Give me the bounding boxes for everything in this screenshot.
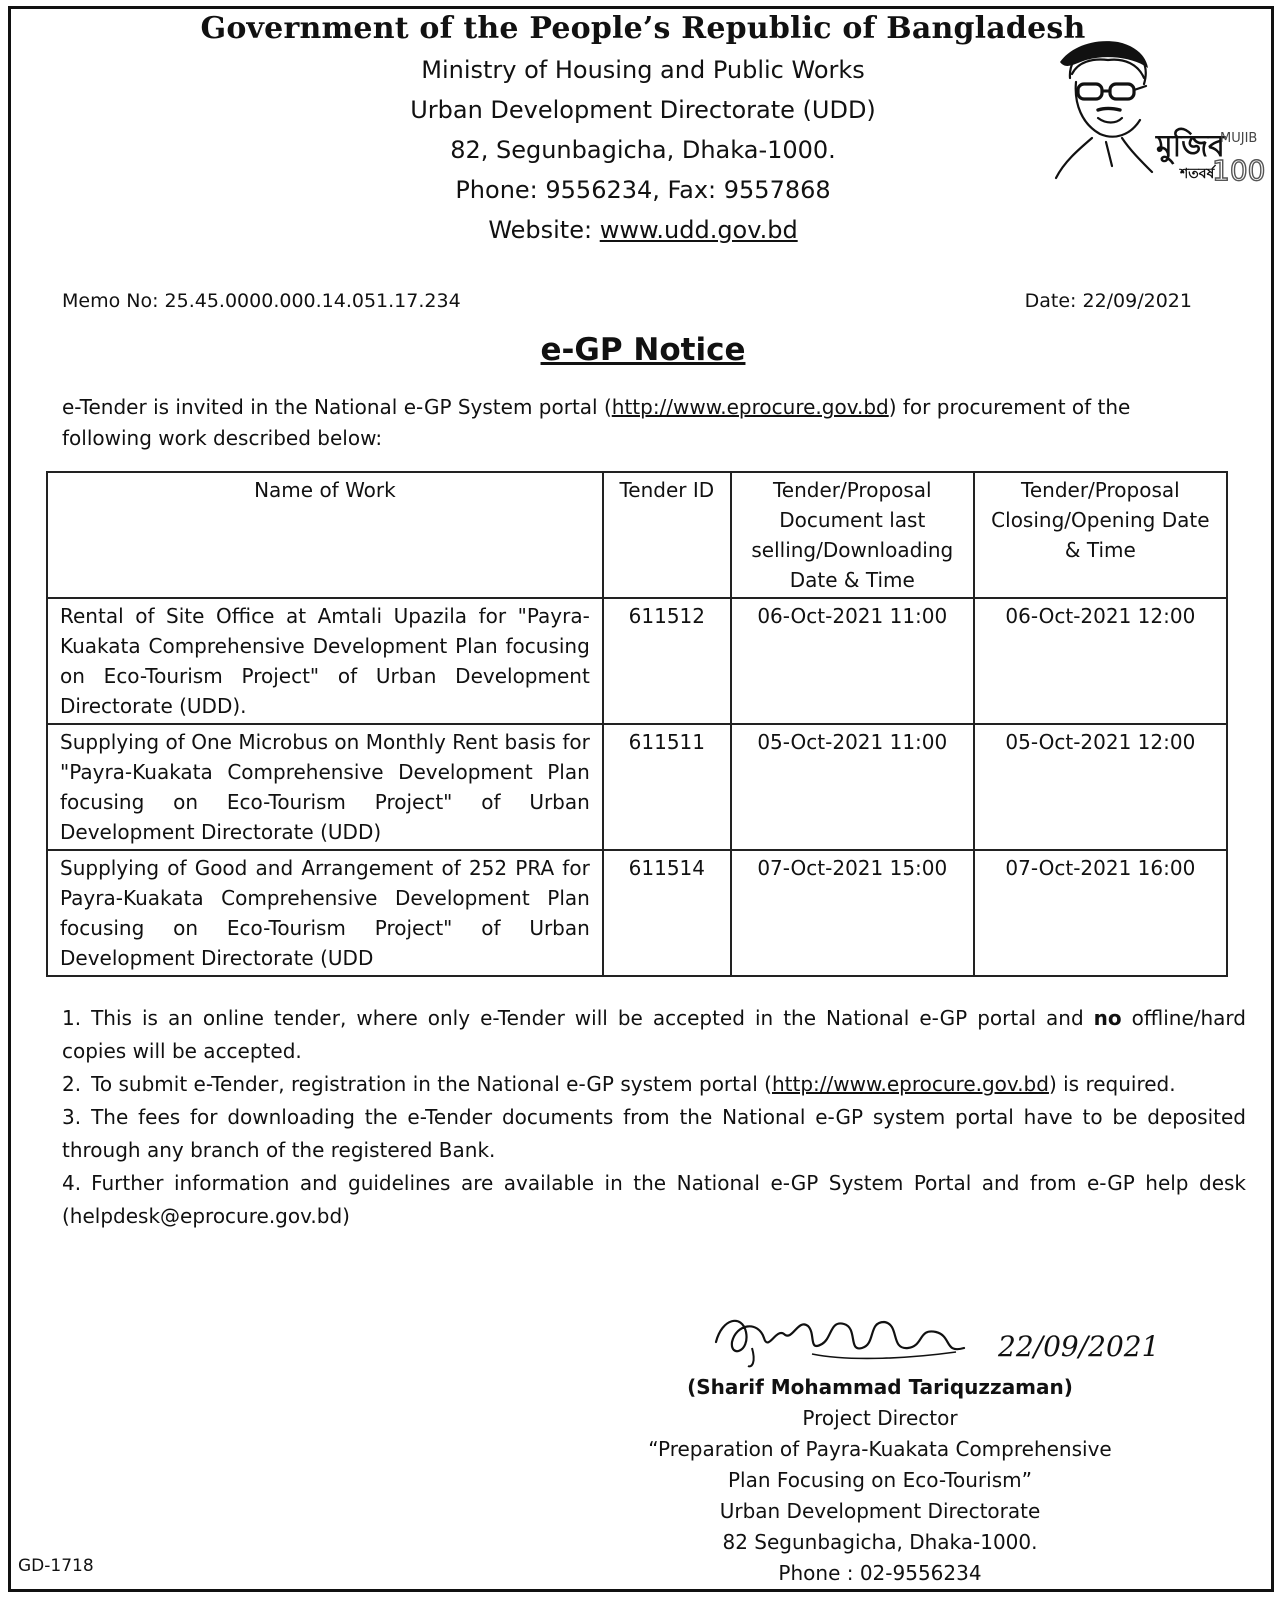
closing-date: 05-Oct-2021 12:00 [974, 724, 1227, 850]
tender-id: 611514 [603, 850, 731, 976]
header-selling-date: Tender/Proposal Document last selling/Downloading Date & Time [731, 472, 974, 598]
signatory-name: (Sharif Mohammad Tariquzzaman) [687, 1375, 1073, 1399]
notes-list [62, 1002, 1246, 1233]
selling-date: 07-Oct-2021 15:00 [731, 850, 974, 976]
hair-shape [1060, 41, 1148, 68]
ministry-name: Ministry of Housing and Public Works [421, 56, 865, 84]
note-text-after: ) is required. [1048, 1072, 1176, 1096]
table-row [47, 850, 1227, 976]
centenary-bangla-text: শতবর্ষ [1180, 166, 1215, 182]
mujib-centenary-logo [1048, 38, 1266, 188]
signatory-block [560, 1372, 1200, 1589]
signatory-phone: Phone : 02-9556234 [778, 1561, 982, 1585]
table-header-row [47, 472, 1227, 598]
work-description: Rental of Site Office at Amtali Upazila for "Payra-Kuakata Comprehensive Development Plan focusing on Eco-Tourism Project" of Urban Development Directorate (UDD). [47, 598, 603, 724]
note-number: 4. [62, 1171, 82, 1195]
government-title: Government of the People’s Republic of Bangladesh [200, 11, 1086, 46]
header-closing-date: Tender/Proposal Closing/Opening Date & Time [974, 472, 1227, 598]
intro-text-before: e-Tender is invited in the National e-GP System portal ( [62, 395, 612, 419]
website-label: Website: [488, 216, 600, 244]
note-number: 2. [62, 1072, 82, 1096]
website-line [0, 210, 1286, 250]
mujib-latin-text: MUJIB [1220, 131, 1258, 146]
header-name-of-work: Name of Work [47, 472, 603, 598]
tender-id: 611511 [603, 724, 731, 850]
note-number: 1. [62, 1006, 82, 1030]
intro-text-after: ) for procurement of the following work described below: [62, 395, 1131, 450]
phone-fax: Phone: 9556234, Fax: 9557868 [455, 176, 831, 204]
note-text: This is an online tender, where only e-Tender will be accepted in the National e-GP portal and [91, 1006, 1094, 1030]
note-text: The fees for downloading the e-Tender documents from the National e-GP system portal have to be deposited through any branch of the registered Bank. [62, 1105, 1246, 1162]
closing-date: 07-Oct-2021 16:00 [974, 850, 1227, 976]
selling-date: 05-Oct-2021 11:00 [731, 724, 974, 850]
note-text-after: offline/hard copies will be accepted. [62, 1006, 1246, 1063]
memo-date: Date: 22/09/2021 [1024, 290, 1192, 312]
note-item [62, 1167, 1246, 1233]
header-tender-id: Tender ID [603, 472, 731, 598]
project-name-line2: Plan Focusing on Eco-Tourism” [728, 1468, 1032, 1492]
hundred-text: 100 [1212, 154, 1266, 187]
note-item [62, 1068, 1246, 1101]
notice-title: e-GP Notice [540, 332, 746, 368]
signatory-title: Project Director [802, 1406, 958, 1430]
note-emphasis: no [1093, 1006, 1122, 1030]
note-text: To submit e-Tender, registration in the National e-GP system portal ( [91, 1072, 772, 1096]
work-description: Supplying of One Microbus on Monthly Rent basis for "Payra-Kuakata Comprehensive Development Plan focusing on Eco-Tourism Project" of Urban Development Directorate (UDD) [47, 724, 603, 850]
mujib-bangla-text: মুজিব [1156, 129, 1225, 164]
memo-number: Memo No: 25.45.0000.000.14.051.17.234 [62, 290, 461, 312]
office-address: 82, Segunbagicha, Dhaka-1000. [450, 136, 836, 164]
directorate-name: Urban Development Directorate (UDD) [410, 96, 876, 124]
tender-id: 611512 [603, 598, 731, 724]
website-link[interactable]: www.udd.gov.bd [599, 216, 798, 244]
project-name-line1: “Preparation of Payra-Kuakata Comprehensive [648, 1437, 1112, 1461]
work-description: Supplying of Good and Arrangement of 252 PRA for Payra-Kuakata Comprehensive Development Plan focusing on Eco-Tourism Project" of Urban Development Directorate (UDD [47, 850, 603, 976]
note-text: Further information and guidelines are available in the National e-GP System Portal and from e-GP help desk (helpdesk@eprocure.gov.bd) [62, 1171, 1246, 1228]
signature-date: 22/09/2021 [998, 1330, 1160, 1363]
notice-intro [62, 392, 1224, 454]
note-item [62, 1002, 1246, 1068]
signatory-address: 82 Segunbagicha, Dhaka-1000. [722, 1530, 1038, 1554]
eprocure-link[interactable]: http://www.eprocure.gov.bd [611, 395, 889, 419]
signatory-directorate: Urban Development Directorate [719, 1499, 1041, 1523]
note-number: 3. [62, 1105, 82, 1129]
tender-table [46, 471, 1228, 977]
selling-date: 06-Oct-2021 11:00 [731, 598, 974, 724]
gd-code: GD-1718 [18, 1556, 94, 1576]
closing-date: 06-Oct-2021 12:00 [974, 598, 1227, 724]
note-item [62, 1101, 1246, 1167]
note-eprocure-link[interactable]: http://www.eprocure.gov.bd [771, 1072, 1049, 1096]
table-row [47, 724, 1227, 850]
table-row [47, 598, 1227, 724]
memo-row [62, 290, 1192, 312]
